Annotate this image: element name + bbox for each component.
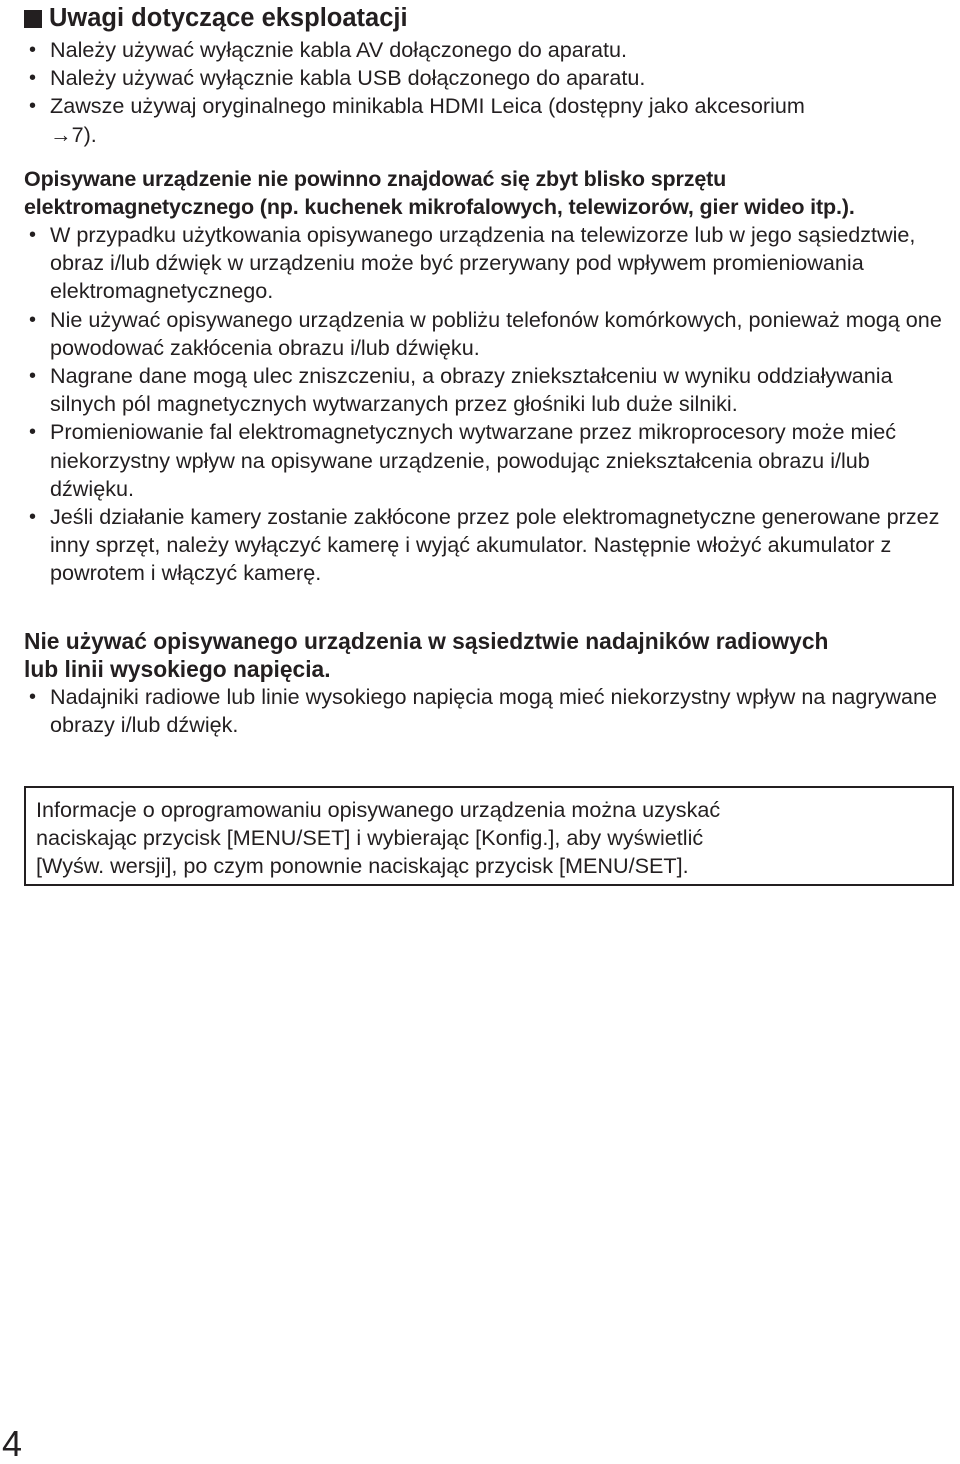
bullet-icon: •	[29, 421, 37, 444]
list-item: • W przypadku użytkowania opisywanego urządzenia na telewizorze lub w jego sąsiedztwie, obraz i/lub dźwięk w urządzeniu może być przerywany pod wpływem promieniowania elektromagnetycznego.	[29, 222, 916, 304]
section-heading	[24, 2, 408, 34]
list-item: • Promieniowanie fal elektromagnetycznych wytwarzane przez mikroprocesory może mieć niekorzystny wpływ na opisywane urządzenie, powodując zniekształcenia obrazu i/lub dźwięku.	[29, 419, 897, 501]
software-info-box: Informacje o oprogramowaniu opisywanego urządzenia można uzyskać naciskając przycisk [MENU/SET] i wybierając [Konfig.], aby wyświetlić [Wyśw. wersji], po czym ponownie naciskając przycisk [MENU/SET].	[24, 786, 954, 886]
bullet-icon: •	[29, 365, 37, 388]
radio-warning-heading: Nie używać opisywanego urządzenia w sąsiedztwie nadajników radiowych lub linii wysokiego napięcia.	[24, 628, 829, 682]
list-item: • Jeśli działanie kamery zostanie zakłócone przez pole elektromagnetyczne generowane przez inny sprzęt, należy wyłączyć kamerę i wyjąć akumulator. Następnie włożyć akumulator z powrotem i włączyć kamerę.	[29, 504, 940, 586]
electromagnetic-warning-heading: Opisywane urządzenie nie powinno znajdować się zbyt blisko sprzętu elektromagnetycznego (np. kuchenek mikrofalowych, telewizorów, gier wideo itp.).	[24, 167, 855, 220]
list-item: • Nagrane dane mogą ulec zniszczeniu, a obrazy zniekształceniu w wyniku oddziaływania silnych pól magnetycznych wytwarzanych przez głośniki lub duże silniki.	[29, 363, 893, 417]
black-square-icon	[24, 10, 42, 28]
list-item: • Należy używać wyłącznie kabla AV dołączonego do aparatu.	[24, 36, 954, 64]
list-item: • Zawsze używaj oryginalnego minikabla HDMI Leica (dostępny jako akcesorium →7).	[29, 93, 805, 147]
bullet-icon: •	[29, 506, 37, 529]
bullet-icon: •	[29, 95, 37, 118]
list-item: • Należy używać wyłącznie kabla USB dołączonego do aparatu.	[24, 64, 954, 92]
page-number: 4	[2, 1423, 23, 1464]
bullet-icon: •	[29, 39, 37, 61]
bullet-icon: •	[29, 308, 37, 331]
electromagnetic-notes-list	[24, 221, 954, 588]
radio-notes-list	[24, 683, 954, 739]
section-heading-text: Uwagi dotyczące eksploatacji	[49, 4, 408, 32]
list-item: • Nadajniki radiowe lub linie wysokiego napięcia mogą mieć niekorzystny wpływ na nagrywane obrazy i/lub dźwięk.	[29, 684, 937, 738]
bullet-icon: •	[29, 224, 37, 246]
bullet-icon: •	[29, 686, 37, 708]
list-item: • Nie używać opisywanego urządzenia w pobliżu telefonów komórkowych, ponieważ mogą one powodować zakłócenia obrazu i/lub dźwięku.	[29, 306, 942, 360]
bullet-icon: •	[29, 67, 37, 90]
cable-notes-list	[24, 36, 954, 149]
